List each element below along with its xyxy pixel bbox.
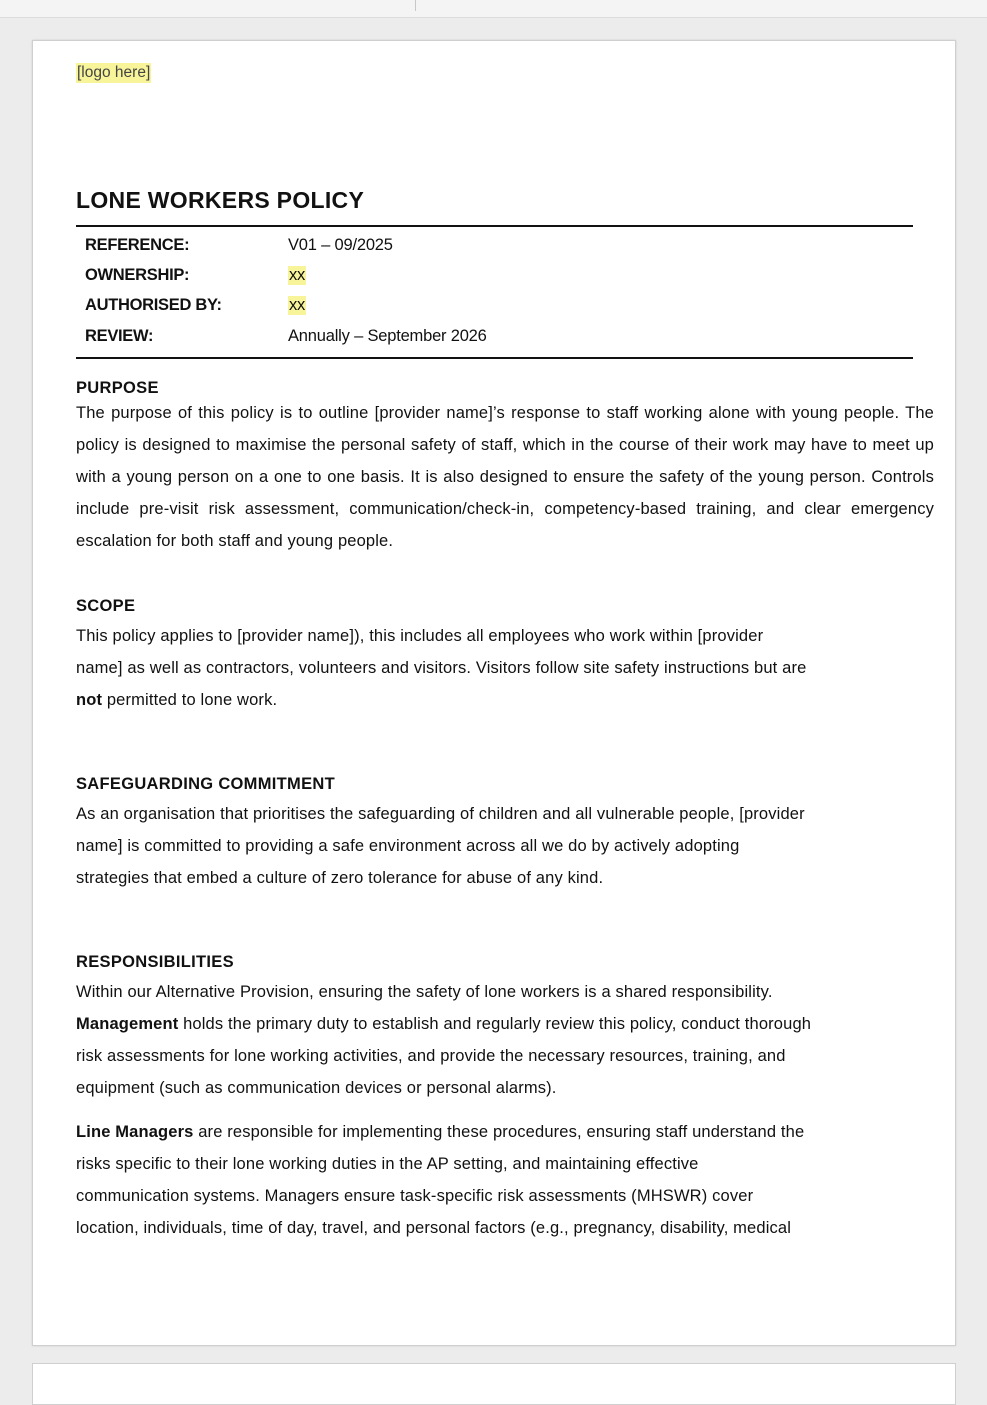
scope-line: name] as well as contractors, volunteers and visitors. Visitors follow site safety instructions but are <box>76 659 807 677</box>
responsibilities-heading: RESPONSIBILITIES <box>76 953 234 971</box>
line-managers-line: are responsible for implementing these procedures, ensuring staff understand the <box>193 1123 805 1141</box>
next-document-page[interactable] <box>32 1363 956 1405</box>
safeguarding-section <box>76 774 934 894</box>
safeguarding-body <box>76 798 934 894</box>
safeguarding-heading: SAFEGUARDING COMMITMENT <box>76 775 335 793</box>
management-line: risk assessments for lone working activities, and provide the necessary resources, training, and <box>76 1047 786 1065</box>
line-managers-paragraph <box>76 1116 934 1244</box>
ownership-row <box>76 260 913 290</box>
safeguarding-line: As an organisation that prioritises the safeguarding of children and all vulnerable people, [provider <box>76 805 805 823</box>
management-paragraph <box>76 976 934 1104</box>
authorised-by-label: AUTHORISED BY: <box>85 295 222 314</box>
authorised-by-value: xx <box>289 295 306 314</box>
purpose-heading: PURPOSE <box>76 379 159 397</box>
safeguarding-line: name] is committed to providing a safe environment across all we do by actively adopting <box>76 837 740 855</box>
responsibilities-intro: Within our Alternative Provision, ensuring the safety of lone workers is a shared responsibility. <box>76 983 773 1001</box>
reference-row <box>76 230 913 260</box>
management-line: holds the primary duty to establish and regularly review this policy, conduct thorough <box>178 1015 812 1033</box>
review-label: REVIEW: <box>85 327 154 345</box>
logo-placeholder: [logo here] <box>77 64 151 81</box>
line-managers-bold: Line Managers <box>76 1123 194 1141</box>
responsibilities-section <box>76 952 934 1244</box>
review-row <box>76 320 913 353</box>
scope-body <box>76 620 934 716</box>
reference-table <box>76 225 913 359</box>
scope-bold-word: not <box>76 691 103 709</box>
reference-label: REFERENCE: <box>85 235 190 254</box>
line-managers-line: communication systems. Managers ensure task-specific risk assessments (MHSWR) cover <box>76 1187 754 1205</box>
safeguarding-line: strategies that embed a culture of zero tolerance for abuse of any kind. <box>76 869 604 887</box>
review-value: Annually – September 2026 <box>288 327 487 345</box>
reference-value: V01 – 09/2025 <box>288 235 393 254</box>
scope-line: This policy applies to [provider name]), this includes all employees who work within [provider <box>76 627 764 645</box>
line-managers-line: risks specific to their lone working duties in the AP setting, and maintaining effective <box>76 1155 699 1173</box>
management-line: equipment (such as communication devices or personal alarms). <box>76 1079 557 1097</box>
document-ruler-bar <box>0 0 987 18</box>
scope-heading: SCOPE <box>76 597 136 615</box>
purpose-body: The purpose of this policy is to outline [provider name]’s response to staff working alone with young people. The policy is designed to maximise the personal safety of staff, which in the course of their work may have to meet up with a young person on a one to one basis. It is also designed to ensure the safety of the young person. Controls include pre-visit risk assessment, communication/check-in, competency-based training, and clear emergency escalation for both staff and young people. <box>76 404 934 550</box>
authorised-by-row <box>76 290 913 320</box>
scope-section <box>76 596 934 716</box>
ruler-tick <box>415 0 416 11</box>
purpose-section <box>76 378 934 557</box>
line-managers-line: location, individuals, time of day, travel, and personal factors (e.g., pregnancy, disability, medical <box>76 1219 792 1237</box>
document-page[interactable] <box>32 40 956 1346</box>
scope-line: permitted to lone work. <box>102 691 278 709</box>
management-bold: Management <box>76 1015 179 1033</box>
ownership-value: xx <box>289 265 306 284</box>
page-content <box>76 63 934 1244</box>
page-title: LONE WORKERS POLICY <box>76 187 365 213</box>
ownership-label: OWNERSHIP: <box>85 265 190 284</box>
